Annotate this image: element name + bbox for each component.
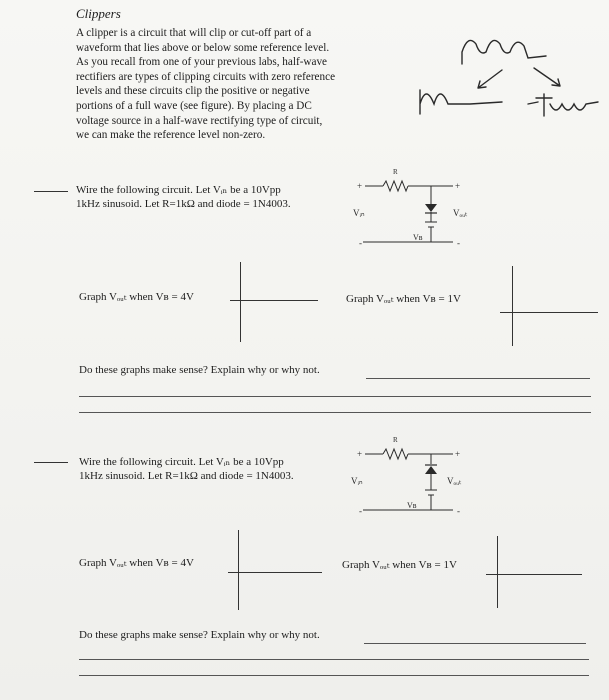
intro-line: waveform that lies above or below some reference level.: [76, 41, 330, 54]
vout-plus-label: +: [455, 449, 461, 459]
graph-y-axis: [240, 262, 241, 342]
vout-label: Vₒᵤₜ: [447, 476, 462, 486]
graph-y-axis: [497, 536, 498, 608]
graph-x-axis: [486, 574, 582, 575]
step-line: Wire the following circuit. Let Vᵢₙ be a 10Vpp: [79, 456, 284, 468]
answer-line[interactable]: [79, 396, 591, 397]
step-line: 1kHz sinusoid. Let R=1kΩ and diode = 1N4003.: [76, 198, 291, 210]
battery-symbol: [425, 222, 437, 227]
question-text: Do these graphs make sense? Explain why or why not.: [79, 629, 320, 641]
diode-down-symbol: [425, 204, 437, 213]
arrow-right: [534, 68, 560, 86]
intro-line: A clipper is a circuit that will clip or cut-off part of a: [76, 27, 312, 39]
vout-minus-label: -: [457, 506, 460, 516]
intro-line: levels and these circuits clip the positive or negative: [76, 85, 310, 98]
vin-minus-label: -: [359, 238, 362, 248]
checkoff-line[interactable]: [34, 462, 68, 463]
answer-line[interactable]: [79, 675, 589, 676]
battery-symbol: [425, 490, 437, 495]
page-title: Clippers: [76, 6, 121, 21]
intro-line: portions of a full wave (see figure). By placing a DC: [76, 99, 312, 112]
step-instruction: [76, 183, 291, 211]
half-wave-positive-sketch: [420, 90, 502, 114]
vb-label: Vʙ: [413, 233, 423, 242]
r-label: R: [393, 436, 398, 444]
graph-x-axis: [228, 572, 322, 573]
step-instruction: [79, 455, 294, 483]
intro-line: we can make the reference level non-zero.: [76, 129, 266, 142]
clipper-circuit-diagram: [345, 160, 475, 255]
vin-plus-label: +: [357, 449, 363, 459]
intro-paragraph: [76, 26, 396, 143]
answer-line[interactable]: [364, 643, 586, 644]
arrow-left: [478, 70, 502, 88]
answer-line[interactable]: [79, 412, 591, 413]
question-text: Do these graphs make sense? Explain why or why not.: [79, 364, 320, 376]
checkoff-line[interactable]: [34, 191, 68, 192]
graph-x-axis: [230, 300, 318, 301]
answer-line[interactable]: [366, 378, 590, 379]
resistor-symbol: [383, 181, 408, 191]
graph-x-axis: [500, 312, 598, 313]
graph-label-vb-4v: Graph Vₒᵤₜ when Vʙ = 4V: [79, 291, 194, 303]
vout-plus-label: +: [455, 181, 461, 191]
resistor-symbol: [383, 449, 408, 459]
vout-minus-label: -: [457, 238, 460, 248]
vin-label: Vᵢₙ: [353, 208, 365, 218]
intro-line: As you recall from one of your previous labs, half-wave: [76, 56, 328, 69]
graph-y-axis: [238, 530, 239, 610]
vin-label: Vᵢₙ: [351, 476, 363, 486]
waveform-figure: [410, 12, 600, 132]
graph-label-vb-4v: Graph Vₒᵤₜ when Vʙ = 4V: [79, 557, 194, 569]
answer-line[interactable]: [79, 659, 589, 660]
diode-up-symbol: [425, 465, 437, 474]
intro-line: rectifiers are types of clipping circuits with zero reference: [76, 70, 336, 83]
intro-line: voltage source in a half-wave rectifying type of circuit,: [76, 114, 323, 127]
r-label: R: [393, 168, 398, 176]
vout-label: Vₒᵤₜ: [453, 208, 468, 218]
clipper-circuit-diagram: [345, 428, 475, 523]
vin-plus-label: +: [357, 181, 363, 191]
vb-label: Vʙ: [407, 501, 417, 510]
step-line: 1kHz sinusoid. Let R=1kΩ and diode = 1N4003.: [79, 470, 294, 482]
graph-label-vb-1v: Graph Vₒᵤₜ when Vʙ = 1V: [346, 293, 461, 305]
full-wave-sketch: [462, 40, 546, 64]
step-line: Wire the following circuit. Let Vᵢₙ be a 10Vpp: [76, 184, 281, 196]
half-wave-negative-sketch: [528, 94, 598, 116]
graph-y-axis: [512, 266, 513, 346]
graph-label-vb-1v: Graph Vₒᵤₜ when Vʙ = 1V: [342, 559, 457, 571]
vin-minus-label: -: [359, 506, 362, 516]
